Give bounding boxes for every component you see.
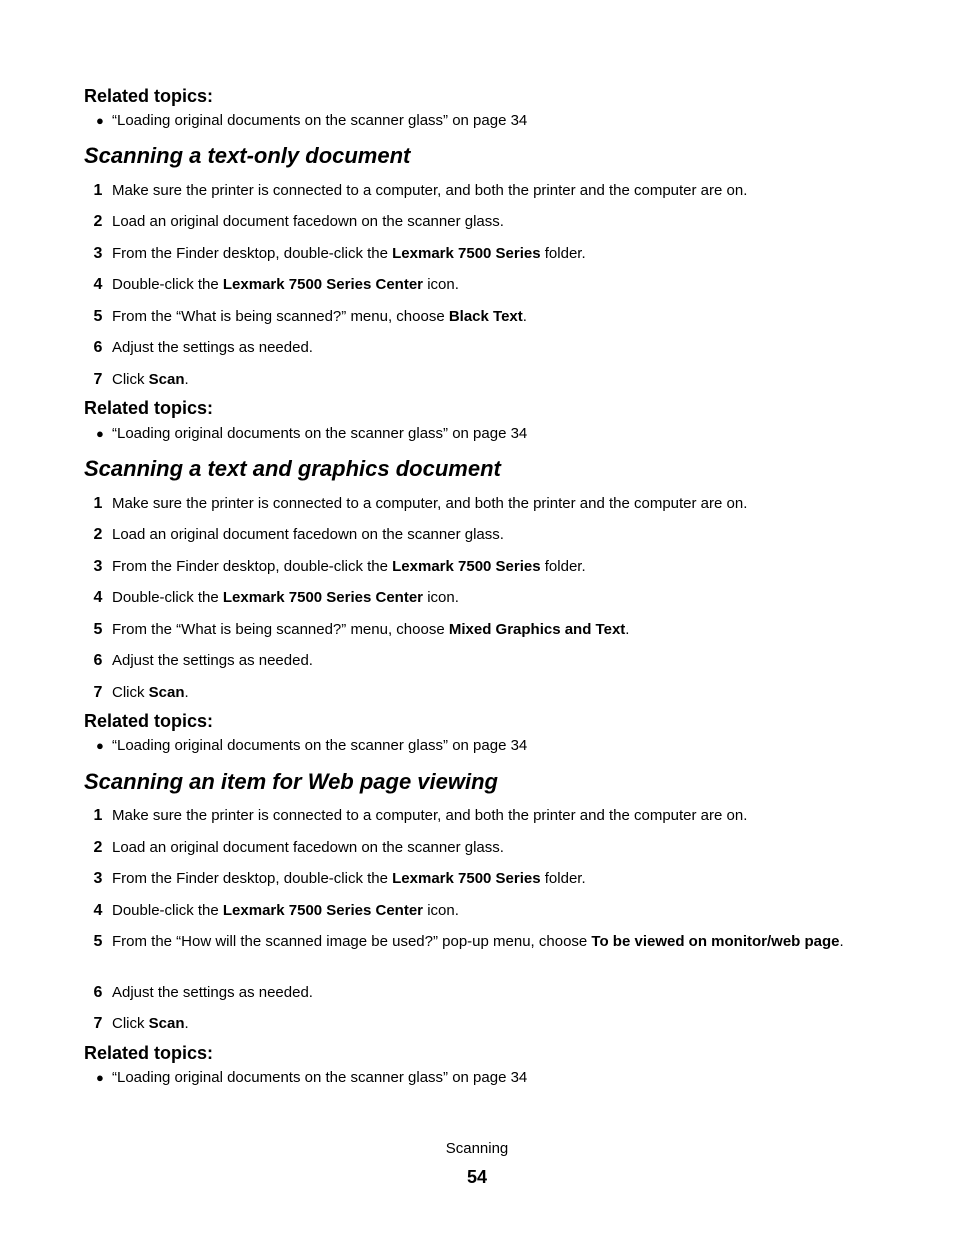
- related-topic-link[interactable]: ● “Loading original documents on the scanner glass” on page 34: [96, 737, 528, 754]
- related-topics-heading: Related topics:: [84, 1043, 214, 1063]
- section-title: Scanning a text and graphics document: [84, 456, 501, 481]
- step-item: 2 Load an original document facedown on the scanner glass.: [93, 213, 504, 230]
- step-item: 4 Double-click the Lexmark 7500 Series Center icon.: [93, 589, 459, 606]
- footer-chapter-label: Scanning: [445, 1140, 509, 1157]
- step-item: 6 Adjust the settings as needed.: [93, 339, 313, 356]
- step-item: 5 From the “What is being scanned?” menu, choose Mixed Graphics and Text.: [93, 621, 630, 638]
- bullet-icon: ●: [96, 113, 104, 128]
- step-item: 2 Load an original document facedown on the scanner glass.: [93, 526, 504, 543]
- step-item: 5 From the “What is being scanned?” menu, choose Black Text.: [93, 308, 527, 325]
- section-title: Scanning an item for Web page viewing: [84, 769, 498, 794]
- step-item: 7 Click Scan.: [93, 1015, 189, 1032]
- step-item: 1 Make sure the printer is connected to a computer, and both the printer and the computer are on.: [93, 807, 748, 824]
- step-item: 7 Click Scan.: [93, 371, 189, 388]
- step-item: 7 Click Scan.: [93, 684, 189, 701]
- step-item: 2 Load an original document facedown on the scanner glass.: [93, 839, 504, 856]
- bullet-icon: ●: [96, 1070, 104, 1085]
- step-item: 3 From the Finder desktop, double-click the Lexmark 7500 Series folder.: [93, 870, 586, 887]
- step-item: 6 Adjust the settings as needed.: [93, 984, 313, 1001]
- related-topics-heading: Related topics:: [84, 711, 214, 731]
- bullet-icon: ●: [96, 738, 104, 753]
- footer-page-number: 54: [466, 1167, 488, 1187]
- step-item: 5 From the “How will the scanned image be used?” pop-up menu, choose To be viewed on monitor/web page.: [93, 933, 844, 950]
- bullet-icon: ●: [96, 426, 104, 441]
- step-item: 3 From the Finder desktop, double-click the Lexmark 7500 Series folder.: [93, 558, 586, 575]
- step-item: 1 Make sure the printer is connected to a computer, and both the printer and the computer are on.: [93, 182, 748, 199]
- related-topic-link[interactable]: ● “Loading original documents on the scanner glass” on page 34: [96, 112, 528, 129]
- related-topic-link[interactable]: ● “Loading original documents on the scanner glass” on page 34: [96, 1069, 528, 1086]
- step-item: 4 Double-click the Lexmark 7500 Series Center icon.: [93, 902, 459, 919]
- section-title: Scanning a text-only document: [84, 143, 411, 168]
- related-topics-heading: Related topics:: [84, 86, 214, 106]
- step-item: 3 From the Finder desktop, double-click the Lexmark 7500 Series folder.: [93, 245, 586, 262]
- step-item: 1 Make sure the printer is connected to a computer, and both the printer and the computer are on.: [93, 495, 748, 512]
- step-item: 4 Double-click the Lexmark 7500 Series Center icon.: [93, 276, 459, 293]
- step-item: 6 Adjust the settings as needed.: [93, 652, 313, 669]
- related-topic-link[interactable]: ● “Loading original documents on the scanner glass” on page 34: [96, 425, 528, 442]
- related-topics-heading: Related topics:: [84, 398, 214, 418]
